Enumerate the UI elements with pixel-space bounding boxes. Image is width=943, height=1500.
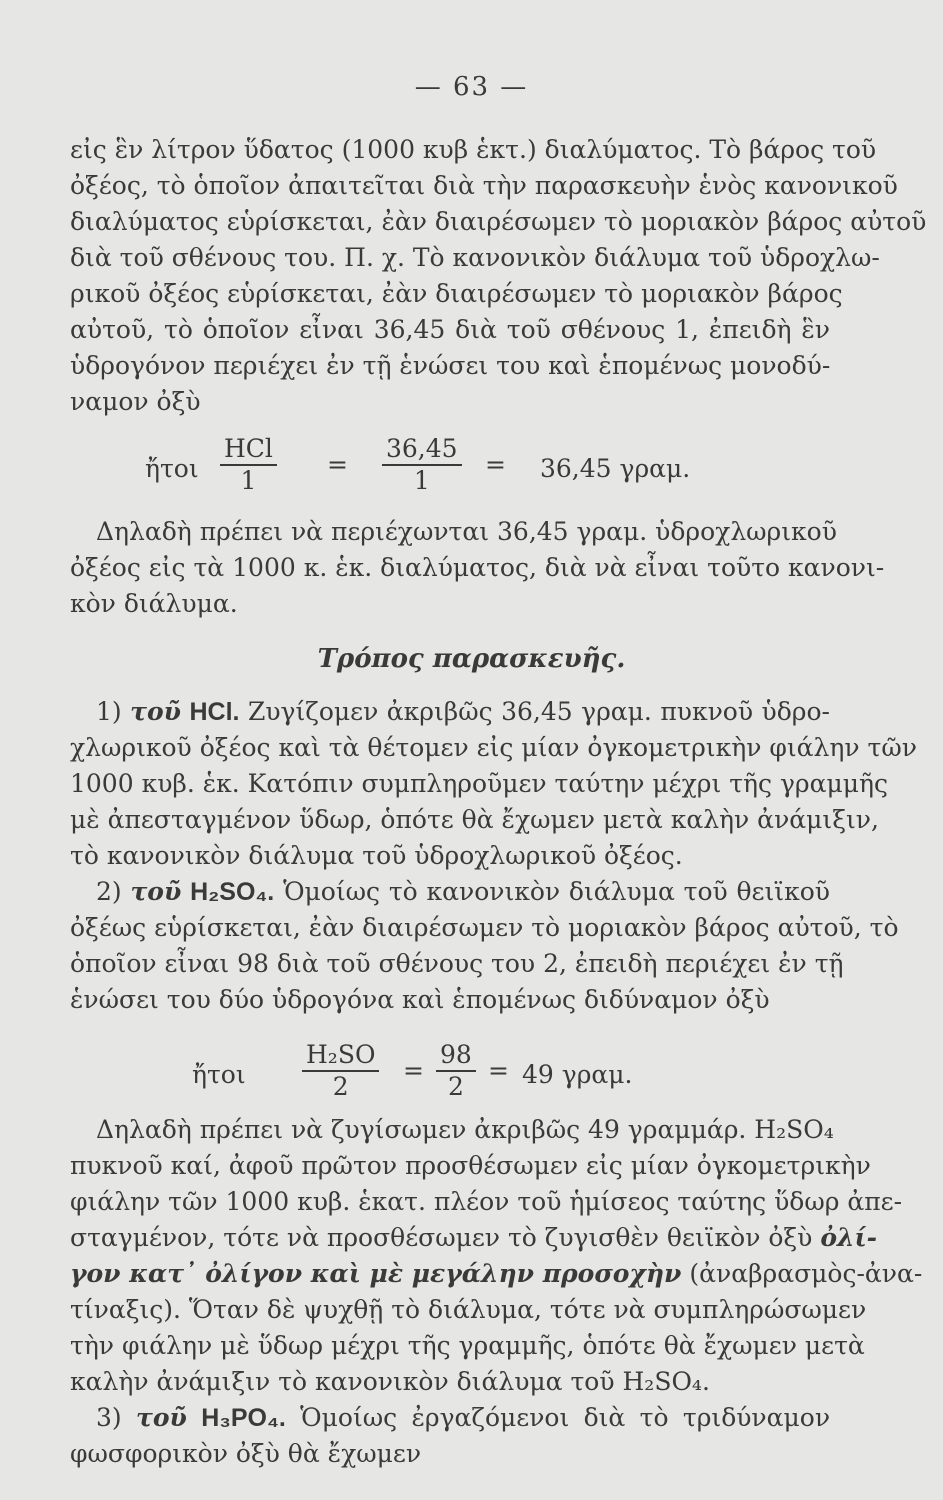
paragraph-h2so4-procedure bbox=[70, 1112, 923, 1400]
text-line: ὀξέος, τὸ ὁποῖον ἀπαιτεῖται διὰ τὴν παρασκευὴν ἑνὸς κανονικοῦ bbox=[70, 171, 898, 200]
text-line: μὲ ἀπεσταγμένον ὕδωρ, ὁπότε θὰ ἔχωμεν μετὰ καλὴν ἀνάμιξιν, bbox=[70, 805, 879, 834]
fraction-numerator: 98 bbox=[436, 1040, 476, 1072]
text-line: ὀξέος εἰς τὰ 1000 κ. ἑκ. διαλύματος, διὰ νὰ εἶναι τοῦτο κανονι- bbox=[70, 553, 885, 582]
formula-result: 36,45 γραμ. bbox=[540, 454, 691, 483]
formula-hcl bbox=[70, 430, 830, 495]
text-line: διὰ τοῦ σθένους του. Π. χ. Τὸ κανονικὸν διάλυμα τοῦ ὑδροχλω- bbox=[70, 243, 880, 272]
text-line: διαλύματος εὑρίσκεται, ἐὰν διαιρέσωμεν τὸ μοριακὸν βάρος αὐτοῦ bbox=[70, 207, 927, 236]
equals-sign: = bbox=[488, 1056, 509, 1085]
formula-prefix: ἤτοι bbox=[192, 1060, 246, 1089]
item-first-line bbox=[70, 874, 830, 910]
item-number: 2) bbox=[96, 877, 122, 906]
item-first-line bbox=[70, 694, 830, 730]
fraction-denominator: 2 bbox=[447, 1072, 464, 1101]
section-heading: Τρόπος παρασκευῆς. bbox=[317, 644, 626, 674]
text-line: ναμον ὀξὺ bbox=[70, 387, 201, 416]
item-text: Ὁμοίως τὸ κανονικὸν διάλυμα τοῦ θειϊκοῦ bbox=[283, 877, 830, 906]
emphasis-text: ὀλί- bbox=[820, 1223, 878, 1252]
page-number: — 63 — bbox=[414, 72, 529, 102]
item-article: τοῦ bbox=[136, 1403, 187, 1432]
equals-sign: = bbox=[485, 450, 506, 479]
fraction-value bbox=[382, 434, 462, 496]
formula-result: 49 γραμ. bbox=[522, 1060, 633, 1089]
equals-sign: = bbox=[403, 1056, 424, 1085]
text-line: ρικοῦ ὀξέος εὑρίσκεται, ἐὰν διαιρέσωμεν τὸ μοριακὸν βάρος bbox=[70, 279, 843, 308]
text-line: τὸ κανονικὸν διάλυμα τοῦ ὑδροχλωρικοῦ ὀξέος. bbox=[70, 841, 683, 870]
item-article: τοῦ bbox=[130, 877, 182, 906]
text-line: 1000 κυβ. ἑκ. Κατόπιν συμπληροῦμεν ταύτην μέχρι τῆς γραμμῆς bbox=[70, 769, 888, 798]
item-chem: H₂SO₄. bbox=[190, 878, 275, 906]
item-text: Ὁμοίως ἐργαζόμενοι διὰ τὸ τριδύναμον bbox=[300, 1403, 831, 1432]
fraction-value bbox=[436, 1040, 476, 1102]
text-line: κὸν διάλυμα. bbox=[70, 589, 238, 618]
text-segment: σταγμένον, τότε νὰ προσθέσωμεν τὸ ζυγισθὲν θειϊκὸν ὀξὺ bbox=[70, 1223, 813, 1252]
fraction-denominator: 1 bbox=[240, 466, 257, 495]
text-line: ὀξέως εὑρίσκεται, ἐὰν διαιρέσωμεν τὸ μοριακὸν βάρος αὐτοῦ, τὸ bbox=[70, 913, 899, 942]
formula-h2so4 bbox=[70, 1036, 830, 1101]
fraction-denominator: 1 bbox=[413, 466, 430, 495]
item-h3po4 bbox=[70, 1400, 830, 1472]
text-line: Δηλαδὴ πρέπει νὰ ζυγίσωμεν ἀκριβῶς 49 γραμμάρ. H₂SO₄ bbox=[96, 1115, 834, 1144]
text-line bbox=[70, 1256, 923, 1292]
text-line: καλὴν ἀνάμιξιν τὸ κανονικὸν διάλυμα τοῦ H₂SO₄. bbox=[70, 1367, 710, 1396]
item-h2so4 bbox=[70, 874, 899, 1018]
text-segment: (ἀναβρασμὸς-ἀνα- bbox=[689, 1259, 923, 1288]
text-line: φωσφορικὸν ὀξὺ θὰ ἔχωμεν bbox=[70, 1439, 422, 1468]
fraction-denominator: 2 bbox=[332, 1072, 349, 1101]
item-text: Ζυγίζομεν ἀκριβῶς 36,45 γραμ. πυκνοῦ ὑδρο- bbox=[247, 697, 830, 726]
text-line: τὴν φιάλην μὲ ὕδωρ μέχρι τῆς γραμμῆς, ὁπότε θὰ ἔχωμεν μετὰ bbox=[70, 1331, 865, 1360]
item-hcl bbox=[70, 694, 917, 874]
fraction-numerator: H₂SO bbox=[302, 1040, 379, 1072]
item-chem: H₃PO₄. bbox=[201, 1404, 286, 1432]
text-line: ὁποῖον εἶναι 98 διὰ τοῦ σθένους του 2, ἐπειδὴ περιέχει ἐν τῇ bbox=[70, 949, 844, 978]
formula-prefix: ἤτοι bbox=[145, 454, 199, 483]
item-article: τοῦ bbox=[130, 697, 181, 726]
fraction-numerator: HCl bbox=[220, 434, 277, 466]
text-line: εἰς ἓν λίτρον ὕδατος (1000 κυβ ἑκτ.) διαλύματος. Τὸ βάρος τοῦ bbox=[70, 135, 877, 164]
equals-sign: = bbox=[327, 450, 348, 479]
fraction-molecular bbox=[220, 434, 277, 496]
text-line: τίναξις). Ὅταν δὲ ψυχθῇ τὸ διάλυμα, τότε νὰ συμπληρώσωμεν bbox=[70, 1295, 867, 1324]
text-line: ὑδρογόνον περιέχει ἐν τῇ ἑνώσει του καὶ ἑπομένως μονοδύ- bbox=[70, 351, 831, 380]
item-chem: HCl. bbox=[189, 698, 240, 726]
item-first-line bbox=[70, 1400, 830, 1436]
item-number: 3) bbox=[96, 1403, 122, 1432]
text-line: χλωρικοῦ ὀξέος καὶ τὰ θέτομεν εἰς μίαν ὀγκομετρικὴν φιάλην τῶν bbox=[70, 733, 917, 762]
text-line: φιάλην τῶν 1000 κυβ. ἑκατ. πλέον τοῦ ἡμίσεος ταύτης ὕδωρ ἀπε- bbox=[70, 1187, 903, 1216]
item-number: 1) bbox=[96, 697, 122, 726]
paragraph-intro bbox=[70, 132, 927, 420]
text-line bbox=[70, 1220, 878, 1256]
paragraph-conclusion bbox=[70, 514, 885, 622]
text-line: πυκνοῦ καί, ἀφοῦ πρῶτον προσθέσωμεν εἰς μίαν ὀγκομετρικὴν bbox=[70, 1151, 871, 1180]
fraction-molecular bbox=[302, 1040, 379, 1102]
text-line: Δηλαδὴ πρέπει νὰ περιέχωνται 36,45 γραμ. ὑδροχλωρικοῦ bbox=[96, 517, 837, 546]
fraction-numerator: 36,45 bbox=[382, 434, 462, 466]
text-line: αὐτοῦ, τὸ ὁποῖον εἶναι 36,45 διὰ τοῦ σθένους 1, ἐπειδὴ ἓν bbox=[70, 315, 830, 344]
text-line: ἑνώσει του δύο ὑδρογόνα καὶ ἑπομένως διδύναμον ὀξὺ bbox=[70, 985, 770, 1014]
emphasis-text: γον κατ᾽ ὀλίγον καὶ μὲ μεγάλην προσοχὴν bbox=[70, 1259, 682, 1288]
